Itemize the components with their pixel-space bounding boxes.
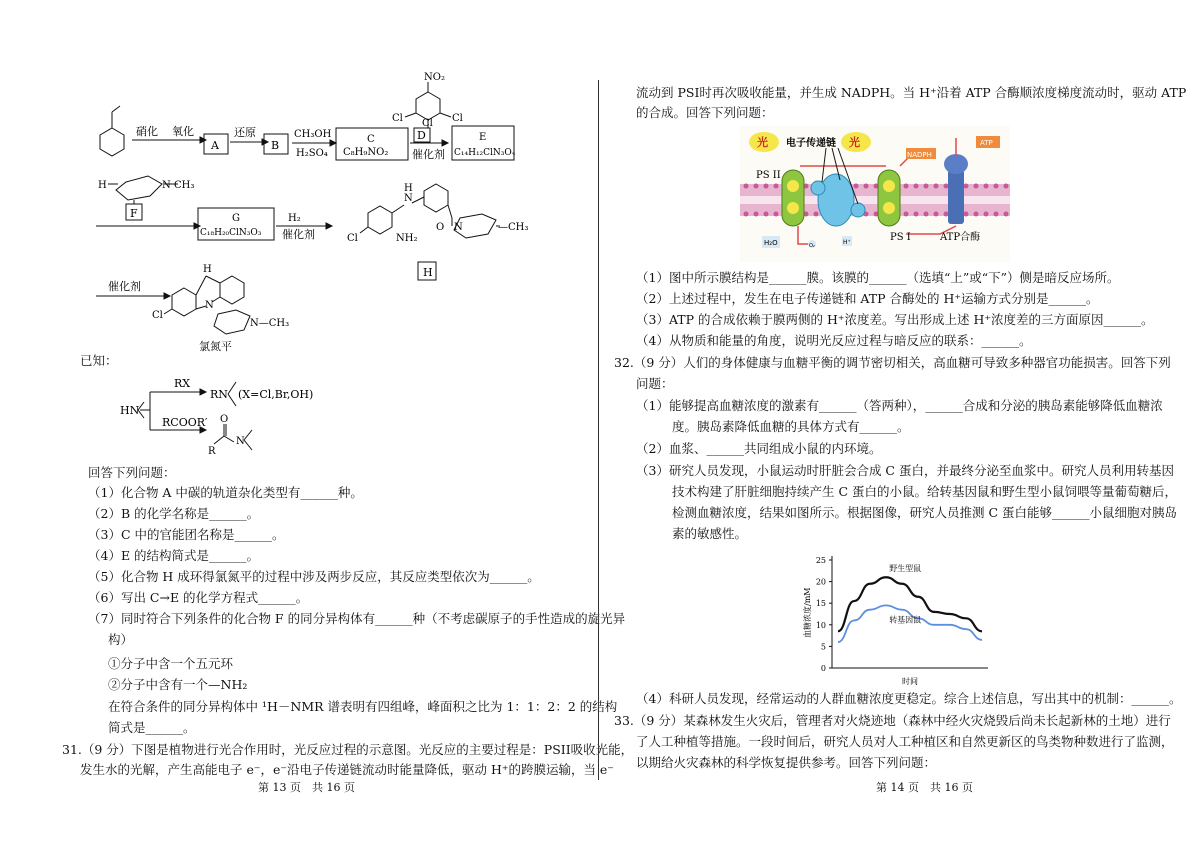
- ps2-label: PS II: [756, 170, 781, 181]
- compound-d-cl-center: Cl: [422, 118, 433, 129]
- q30-7-cond2: ②分子中含有一个—NH₂: [108, 677, 248, 692]
- box-f-label: F: [130, 207, 138, 220]
- y-axis-label: 血糖浓度/mM: [803, 587, 812, 638]
- hplus-label: H⁺: [843, 239, 851, 246]
- electron-chain-complex: [818, 174, 854, 226]
- series-label-transgenic: 转基因鼠: [889, 615, 922, 625]
- reagent-ch3oh: CH₃OH: [294, 129, 332, 140]
- electron-chain-label: 电子传递链: [786, 138, 836, 149]
- compound-f-ring: [116, 176, 162, 200]
- y-tick-label: 15: [815, 599, 826, 609]
- q30-1: （1）化合物 A 中碳的轨道杂化类型有______种。: [88, 485, 363, 500]
- product-cl: Cl: [152, 310, 163, 321]
- q32-stem-2: 问题：: [636, 376, 674, 391]
- q31-stem-4: 的合成。回答下列问题：: [636, 105, 774, 120]
- step-oxidation: 氧化: [172, 125, 194, 138]
- atp-synthase-label: ATP合酶: [940, 232, 981, 243]
- compound-h-ch3: —CH₃: [498, 222, 529, 233]
- reagent-h2: H₂: [288, 213, 301, 224]
- q32-2: （2）血浆、______共同组成小鼠的内环境。: [636, 441, 882, 456]
- page-divider: [598, 80, 599, 780]
- q-intro: 回答下列问题：: [88, 465, 176, 480]
- box-g-label: G: [232, 213, 240, 224]
- q30-7-answer: 简式是______。: [108, 720, 196, 735]
- y-tick-label: 5: [820, 642, 826, 652]
- compound-h-cl: Cl: [347, 233, 358, 244]
- compound-f-h: H: [98, 180, 107, 191]
- compound-d-cl-left: Cl: [392, 113, 403, 124]
- q30-2: （2）B 的化学名称是______。: [88, 506, 260, 521]
- compound-h-nh2: NH₂: [396, 233, 418, 244]
- right-page: [600, 0, 1200, 844]
- nadph-label: NADPH: [907, 151, 932, 159]
- light-label-1: 光: [757, 136, 768, 149]
- glucose-chart: [788, 550, 1008, 690]
- y-tick-label: 25: [815, 556, 826, 565]
- q32-4: （4）科研人员发现，经常运动的人群血糖浓度更稳定。综合上述信息，写出其中的机制：______。: [636, 691, 1182, 706]
- q32-1: （1）能够提高血糖浓度的激素有______（答两种），______合成和分泌的胰岛素能够降低血糖浓: [636, 398, 1163, 413]
- known-reactions: [0, 370, 600, 470]
- known-rn: RN: [210, 388, 228, 401]
- q31-1: （1）图中所示膜结构是______膜。该膜的______（选填“上”或“下”）侧是暗反应场所。: [636, 270, 1120, 285]
- q30-7: （7）同时符合下列条件的化合物 F 的同分异构体有______种（不考虑碳原子的手性造成的旋光异: [88, 611, 626, 626]
- box-e-formula: C₁₄H₁₂ClN₃O₄: [454, 148, 516, 158]
- q31-3: （3）ATP 的合成依赖于膜两侧的 H⁺浓度差。写出形成上述 H⁺浓度差的三方面原因______。: [636, 312, 1154, 327]
- q33-stem-2: 了人工种植等措施。一段时间后，研究人员对人工种植区和自然更新区的鸟类物种数进行了监测，: [636, 734, 1174, 749]
- q32-3-cont2: 检测血糖浓度，结果如图所示。根据图像，研究人员推测 C 蛋白能够______小鼠细胞对胰岛: [672, 505, 1178, 520]
- box-g-formula: C₁₈H₂₀ClN₃O₃: [200, 228, 262, 238]
- q30-7-cond1: ①分子中含一个五元环: [108, 656, 234, 671]
- product-name: 氯氮平: [199, 340, 232, 353]
- h2o-label: H₂O: [764, 239, 778, 247]
- q32-3-cont3: 素的敏感性。: [672, 526, 748, 541]
- x-axis-label: 时间: [902, 677, 918, 686]
- o2-label: O₂: [809, 243, 815, 249]
- compound-h-o: O: [436, 222, 445, 233]
- step-nitration: 硝化: [136, 125, 158, 138]
- known-rx: RX: [174, 377, 191, 390]
- q31-stem-1: 31.（9 分）下图是植物进行光合作用时，光反应过程的示意图。光反应的主要过程是：PSII吸收光能，: [62, 742, 634, 757]
- q30-4: （4）E 的结构简式是______。: [88, 548, 260, 563]
- ps1-label: PS I: [890, 232, 911, 243]
- synthesis-scheme: [0, 0, 600, 360]
- q30-5: （5）化合物 H 成环得氯氮平的过程中涉及两步反应，其反应类型依次为______。: [88, 569, 540, 584]
- q31-4: （4）从物质和能量的角度，说明光反应过程与暗反应的联系：______。: [636, 333, 1032, 348]
- left-page-number: 第 13 页 共 16 页: [258, 781, 355, 794]
- q30-7-cont: 构）: [108, 632, 134, 647]
- product-nch3: N—CH₃: [250, 318, 290, 329]
- product-ring1: [172, 288, 196, 316]
- reagent-h2so4: H₂SO₄: [296, 148, 328, 159]
- known-rcoor: RCOOR′: [162, 416, 208, 429]
- compound-h-ring2: [424, 184, 448, 212]
- ps2-complex: [782, 170, 804, 226]
- compound-d-cl-right: Cl: [452, 113, 463, 124]
- known-o: O: [220, 414, 229, 425]
- compound-f-ch3: CH₃: [174, 180, 195, 191]
- known-r: R: [208, 446, 216, 457]
- y-tick-label: 20: [815, 577, 826, 587]
- compound-h-h: H: [404, 183, 413, 194]
- compound-h-n2: N: [454, 222, 463, 233]
- box-d-label: D: [417, 129, 426, 142]
- compound-h-n: N: [404, 193, 413, 204]
- box-h-label: H: [423, 266, 433, 279]
- atp-label: ATP: [980, 139, 993, 147]
- catalyst-label-2: 催化剂: [282, 228, 315, 241]
- compound-d-no2: NO₂: [424, 72, 445, 83]
- q32-3-cont1: 技术构建了肝脏细胞持续产生 C 蛋白的小鼠。给转基因鼠和野生型小鼠饲喂等量葡萄糖后，: [672, 484, 1178, 499]
- q31-2: （2）上述过程中，发生在电子传递链和 ATP 合酶处的 H⁺运输方式分别是______。: [636, 291, 1099, 306]
- q30-6: （6）写出 C→E 的化学方程式______。: [88, 590, 309, 605]
- box-a-label: A: [211, 139, 219, 152]
- step-reduction: 还原: [234, 126, 256, 139]
- atp-synthase: [948, 170, 964, 224]
- ps1-complex: [878, 170, 900, 226]
- toluene-ring: [100, 128, 124, 156]
- known-x-note: (X=Cl,Br,OH): [238, 388, 314, 401]
- q33-stem-3: 以期给火灾森林的科学恢复提供参考。回答下列问题：: [636, 755, 937, 770]
- compound-h-ring1: [368, 206, 392, 234]
- box-c-label: C: [367, 134, 375, 145]
- q31-stem-3: 流动到 PSI时再次吸收能量，并生成 NADPH。当 H⁺沿着 ATP 合酶顺浓度梯度流动时，驱动 ATP: [636, 85, 1187, 100]
- compound-f-n: N: [162, 180, 171, 191]
- q30-3: （3）C 中的官能团名称是______。: [88, 527, 285, 542]
- q32-stem-1: 32.（9 分）人们的身体健康与血糖平衡的调节密切相关，高血糖可导致多种器官功能损害。回答下列: [614, 355, 1171, 370]
- q31-stem-2: 发生水的光解，产生高能电子 e⁻，e⁻沿电子传递链流动时能量降低，驱动 H⁺的跨膜运输，当 e⁻: [80, 762, 614, 777]
- box-c-formula: C₈H₉NO₂: [343, 147, 389, 158]
- right-page-number: 第 14 页 共 16 页: [876, 781, 973, 794]
- catalyst-label-3: 催化剂: [108, 280, 141, 293]
- known-hn: HN: [120, 404, 140, 417]
- q32-3: （3）研究人员发现，小鼠运动时肝脏会合成 C 蛋白，并最终分泌至血浆中。研究人员利用转基因: [636, 463, 1174, 478]
- q30-7-nmr: 在符合条件的同分异构体中 ¹H－NMR 谱表明有四组峰，峰面积之比为 1：1：2：2 的结构: [108, 699, 618, 714]
- compound-d-ring: [416, 92, 440, 120]
- product-h: H: [203, 264, 212, 275]
- photosynthesis-diagram: [740, 126, 1010, 262]
- product-n: N: [205, 300, 214, 311]
- catalyst-label-1: 催化剂: [412, 148, 445, 161]
- box-e-label: E: [479, 132, 487, 143]
- q33-stem-1: 33.（9 分）某森林发生火灾后，管理者对火烧迹地（森林中经火灾烧毁后尚未长起新林的土地）进行: [614, 713, 1171, 728]
- product-ring2: [220, 276, 244, 304]
- box-b-label: B: [271, 139, 280, 152]
- y-tick-label: 0: [820, 664, 826, 673]
- known-n: N: [236, 436, 245, 447]
- light-label-2: 光: [849, 136, 860, 149]
- q32-1-cont: 度。胰岛素降低血糖的具体方式有______。: [672, 419, 910, 434]
- series-label-wild-type: 野生型鼠: [889, 563, 922, 573]
- y-tick-label: 10: [815, 620, 826, 630]
- known-label: 已知：: [80, 353, 118, 368]
